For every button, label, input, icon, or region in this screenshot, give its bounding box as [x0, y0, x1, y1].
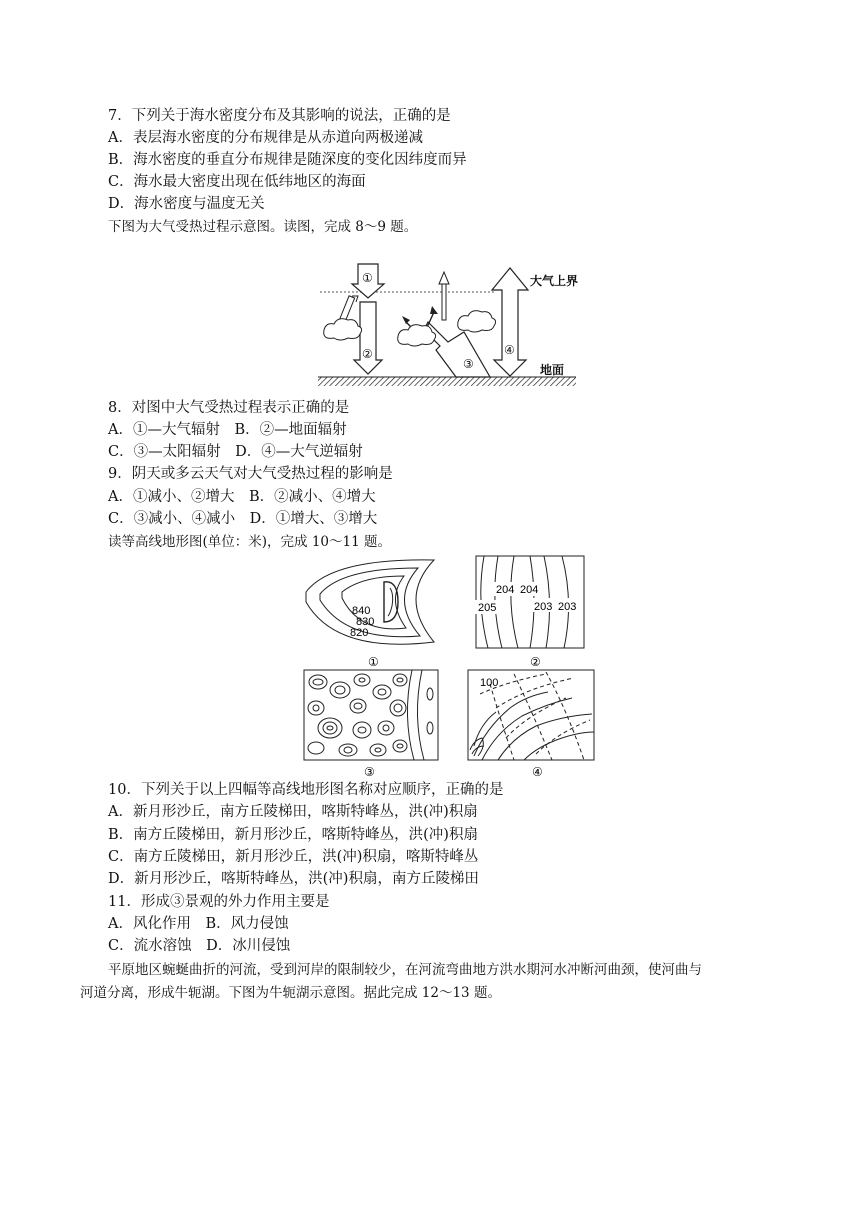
arrow-2 — [354, 302, 382, 374]
label-203-a: 203 — [534, 601, 553, 613]
label-204-a: 204 — [496, 584, 515, 596]
label-203-b: 203 — [558, 601, 577, 613]
q9-options-cd: C．③减小、④减小 D．①增大、③增大 — [108, 511, 378, 527]
passage-line-2: 河道分离，形成牛轭湖。下图为牛轭湖示意图。据此完成 12～13 题。 — [80, 985, 501, 1001]
intro-8-9: 下图为大气受热过程示意图。读图，完成 8～9 题。 — [108, 219, 418, 235]
contour-map-3 — [302, 668, 442, 780]
ground-hatch — [318, 377, 576, 386]
label-marker-3: ③ — [463, 357, 474, 371]
label-marker-2: ② — [362, 347, 373, 361]
label-830: 830 — [356, 616, 375, 628]
label-840: 840 — [352, 605, 371, 617]
atmosphere-heating-diagram — [318, 250, 580, 390]
label-820: 820 — [350, 627, 369, 639]
q11-options-ab: A．风化作用 B．风力侵蚀 — [108, 916, 289, 932]
q8-stem: 8．对图中大气受热过程表示正确的是 — [108, 400, 350, 416]
q7-option-d: D．海水密度与温度无关 — [108, 196, 265, 212]
label-205: 205 — [478, 602, 497, 614]
q9-stem: 9．阴天或多云天气对大气受热过程的影响是 — [108, 466, 393, 482]
q10-option-c: C．南方丘陵梯田，新月形沙丘，洪(冲)积扇，喀斯特峰丛 — [108, 849, 479, 865]
contour-map-2 — [474, 554, 594, 672]
label-marker-1: ① — [362, 271, 373, 285]
label-ground: 地面 — [540, 363, 565, 377]
caption-map-3: ③ — [364, 765, 375, 779]
q7-option-b: B．海水密度的垂直分布规律是随深度的变化因纬度而异 — [108, 152, 467, 168]
q8-options-ab: A．①—大气辐射 B．②—地面辐射 — [108, 422, 347, 438]
q7-option-c: C．海水最大密度出现在低纬地区的海面 — [108, 174, 366, 190]
label-100: 100 — [480, 677, 499, 689]
contour-map-4 — [466, 668, 600, 780]
q10-option-b: B．南方丘陵梯田，新月形沙丘，喀斯特峰丛，洪(冲)积扇 — [108, 827, 478, 843]
label-204-b: 204 — [520, 584, 539, 596]
passage-line-1: 平原地区蜿蜒曲折的河流，受到河岸的限制较少，在河流弯曲地方洪水期河水冲断河曲颈，使河曲与 — [108, 962, 702, 978]
label-marker-4: ④ — [504, 343, 515, 357]
q10-option-a: A．新月形沙丘，南方丘陵梯田，喀斯特峰丛，洪(冲)积扇 — [108, 804, 478, 820]
intro-10-11: 读等高线地形图(单位：米)，完成 10～11 题。 — [108, 534, 391, 550]
q7-option-a: A．表层海水密度的分布规律是从赤道向两极递减 — [108, 130, 423, 146]
contour-map-1 — [302, 554, 442, 672]
q11-stem: 11．形成③景观的外力作用主要是 — [108, 894, 330, 910]
caption-map-2: ② — [530, 655, 541, 669]
q8-options-cd: C．③—太阳辐射 D．④—大气逆辐射 — [108, 444, 363, 460]
q10-option-d: D．新月形沙丘，喀斯特峰丛，洪(冲)积扇，南方丘陵梯田 — [108, 871, 479, 887]
caption-map-4: ④ — [532, 765, 543, 779]
q7-stem: 7．下列关于海水密度分布及其影响的说法，正确的是 — [108, 108, 451, 124]
q10-stem: 10．下列关于以上四幅等高线地形图名称对应顺序，正确的是 — [108, 782, 504, 798]
label-atmosphere-top: 大气上界 — [530, 274, 579, 288]
q9-options-ab: A．①减小、②增大 B．②减小、④增大 — [108, 489, 376, 505]
q11-options-cd: C．流水溶蚀 D．冰川侵蚀 — [108, 938, 291, 954]
arrow-4 — [492, 268, 528, 376]
caption-map-1: ① — [368, 655, 379, 669]
